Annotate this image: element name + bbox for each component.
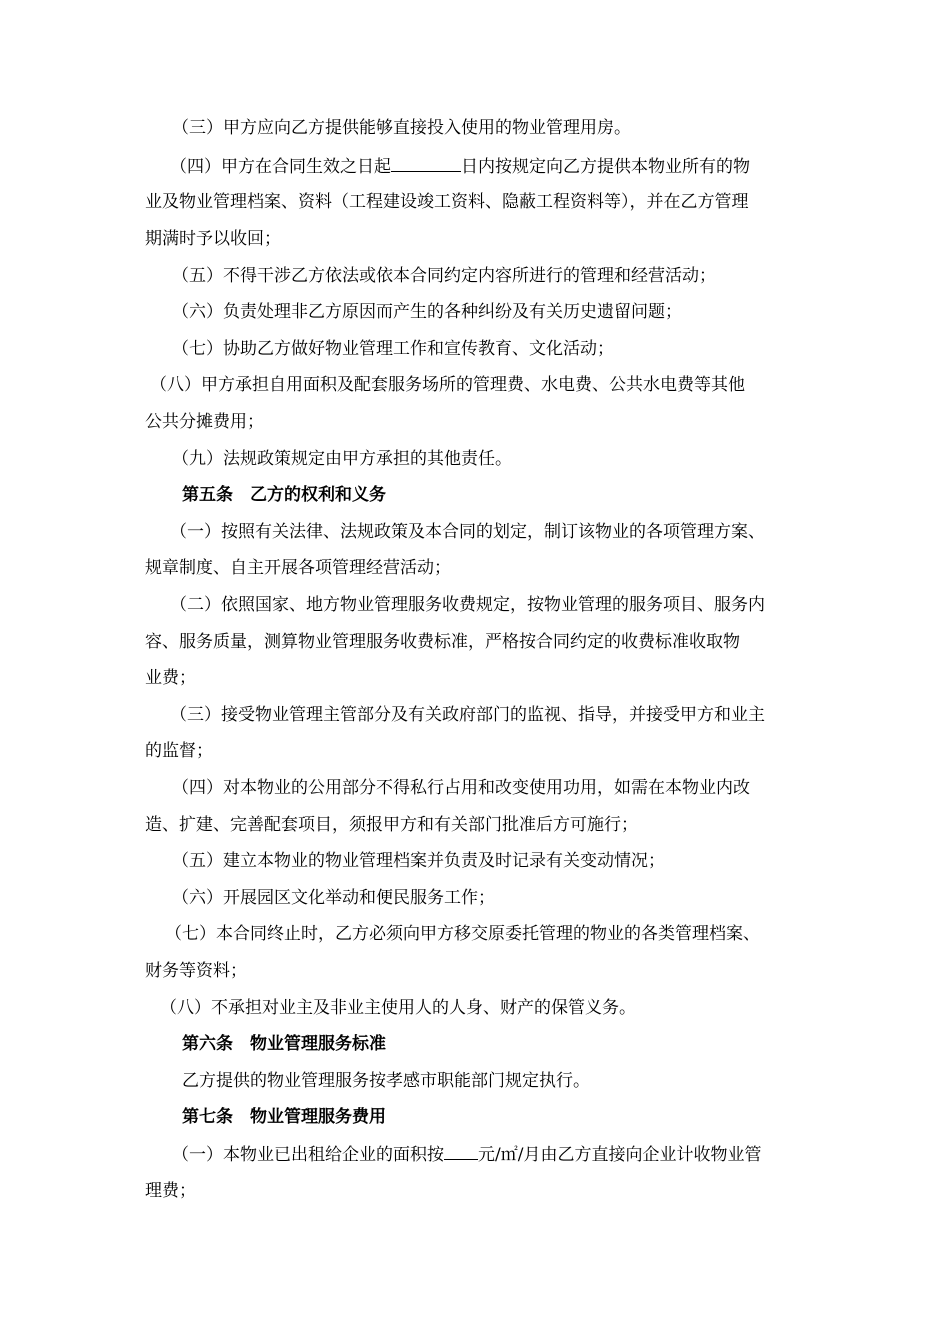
clause-7-heading: 第七条 物业管理服务费用 xyxy=(182,1107,386,1127)
clause-4-item-4-text-b: 日内按规定向乙方提供本物业所有的物 xyxy=(461,157,750,177)
clause-6-heading: 第六条 物业管理服务标准 xyxy=(182,1034,386,1054)
clause-5-item-1-line-1: （一）按照有关法律、法规政策及本合同的划定，制订该物业的各项管理方案、 xyxy=(170,522,765,542)
clause-4-item-8-line-1: （八）甲方承担自用面积及配套服务场所的管理费、水电费、公共水电费等其他 xyxy=(150,375,745,395)
clause-5-item-2-line-1: （二）依照国家、地方物业管理服务收费规定，按物业管理的服务项目、服务内 xyxy=(170,595,765,615)
clause-4-item-4-text-a: （四）甲方在合同生效之日起 xyxy=(170,157,391,177)
clause-5-heading: 第五条 乙方的权利和义务 xyxy=(182,485,386,505)
clause-7-item-1-text-b: 元/㎡/月由乙方直接向企业计收物业管 xyxy=(478,1145,762,1165)
clause-4-item-4-line-1 xyxy=(170,155,750,178)
clause-5-item-7-line-1: （七）本合同终止时，乙方必须向甲方移交原委托管理的物业的各类管理档案、 xyxy=(165,924,760,944)
clause-7-item-1-text-a: （一）本物业已出租给企业的面积按 xyxy=(172,1145,444,1165)
clause-4-item-5: （五）不得干涉乙方依法或依本合同约定内容所进行的管理和经营活动； xyxy=(172,266,716,286)
clause-6-body: 乙方提供的物业管理服务按孝感市职能部门规定执行。 xyxy=(182,1071,590,1091)
clause-5-item-6: （六）开展园区文化举动和便民服务工作； xyxy=(172,888,495,908)
clause-5-item-3-line-2: 的监督； xyxy=(145,741,213,761)
clause-7-item-1-line-1 xyxy=(172,1143,761,1166)
clause-5-item-4-line-1: （四）对本物业的公用部分不得私行占用和改变使用功用，如需在本物业内改 xyxy=(172,778,750,798)
clause-5-item-8: （八）不承担对业主及非业主使用人的人身、财产的保管义务。 xyxy=(160,998,636,1018)
clause-5-item-7-line-2: 财务等资料； xyxy=(145,961,247,981)
clause-4-item-6: （六）负责处理非乙方原因而产生的各种纠纷及有关历史遗留问题； xyxy=(172,302,682,322)
clause-5-item-1-line-2: 规章制度、自主开展各项管理经营活动； xyxy=(145,558,451,578)
clause-5-item-3-line-1: （三）接受物业管理主管部分及有关政府部门的监视、指导，并接受甲方和业主 xyxy=(170,705,765,725)
clause-5-item-2-line-2: 容、服务质量，测算物业管理服务收费标准，严格按合同约定的收费标准收取物 xyxy=(145,632,740,652)
clause-4-item-4-line-2: 业及物业管理档案、资料（工程建设竣工资料、隐蔽工程资料等），并在乙方管理 xyxy=(145,192,749,212)
clause-4-item-7: （七）协助乙方做好物业管理工作和宣传教育、文化活动； xyxy=(172,339,614,359)
clause-7-item-1-line-2: 理费； xyxy=(145,1181,196,1201)
clause-5-item-5: （五）建立本物业的物业管理档案并负责及时记录有关变动情况； xyxy=(172,851,665,871)
clause-4-item-9: （九）法规政策规定由甲方承担的其他责任。 xyxy=(172,449,512,469)
clause-4-item-3: （三）甲方应向乙方提供能够直接投入使用的物业管理用房。 xyxy=(172,118,631,138)
clause-5-item-2-line-3: 业费； xyxy=(145,668,196,688)
rate-blank xyxy=(444,1143,478,1160)
clause-5-item-4-line-2: 造、扩建、完善配套项目，须报甲方和有关部门批准后方可施行； xyxy=(145,815,638,835)
clause-4-item-8-line-2: 公共分摊费用； xyxy=(145,412,264,432)
clause-4-item-4-line-3: 期满时予以收回； xyxy=(145,229,281,249)
days-blank xyxy=(391,155,461,172)
